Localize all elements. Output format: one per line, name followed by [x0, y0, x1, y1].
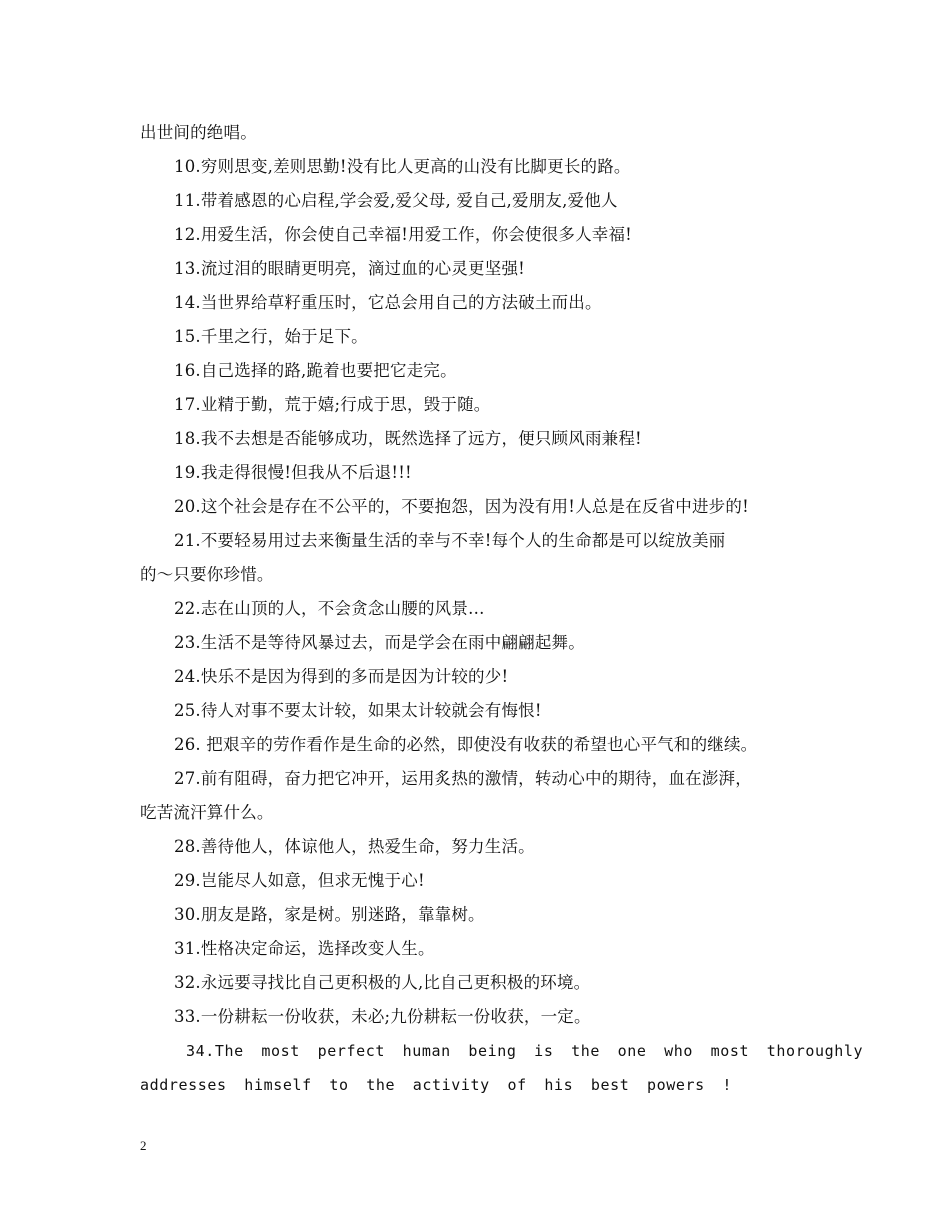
text-line: 26. 把艰辛的劳作看作是生命的必然，即使没有收获的希望也心平气和的继续。	[174, 735, 758, 754]
text-line: 30.朋友是路，家是树。别迷路，靠靠树。	[174, 905, 485, 924]
text-line: 的～只要你珍惜。	[140, 565, 274, 584]
text-line: 吃苦流汗算什么。	[140, 803, 274, 822]
text-line: 27.前有阻碍，奋力把它冲开，运用炙热的激情，转动心中的期待，血在澎湃，	[174, 769, 752, 788]
text-line: 33.一份耕耘一份收获，未必;九份耕耘一份收获，一定。	[174, 1007, 591, 1026]
text-line: 19.我走得很慢!但我从不后退!!!	[174, 463, 412, 482]
text-line: 29.岂能尽人如意，但求无愧于心!	[174, 871, 425, 890]
text-line: 14.当世界给草籽重压时，它总会用自己的方法破土而出。	[174, 293, 602, 312]
text-line: 15.千里之行，始于足下。	[174, 327, 368, 346]
text-line: 13.流过泪的眼睛更明亮，滴过血的心灵更坚强!	[174, 259, 525, 278]
text-line: 10.穷则思变,差则思勤!没有比人更高的山没有比脚更长的路。	[174, 157, 631, 176]
text-line: 11.带着感恩的心启程,学会爱,爱父母, 爱自己,爱朋友,爱他人	[174, 191, 618, 210]
text-line: 16.自己选择的路,跪着也要把它走完。	[174, 361, 457, 380]
text-line: 20.这个社会是存在不公平的，不要抱怨，因为没有用!人总是在反省中进步的!	[174, 497, 749, 516]
text-line: 18.我不去想是否能够成功，既然选择了远方，便只顾风雨兼程!	[174, 429, 642, 448]
text-line-english: addresses himself to the activity of his best powers !	[140, 1076, 733, 1094]
text-line: 28.善待他人，体谅他人，热爱生命，努力生活。	[174, 837, 535, 856]
text-line: 24.快乐不是因为得到的多而是因为计较的少!	[174, 667, 509, 686]
text-line: 31.性格决定命运，选择改变人生。	[174, 939, 435, 958]
text-line: 12.用爱生活，你会使自己幸福!用爱工作，你会使很多人幸福!	[174, 225, 633, 244]
text-line: 22.志在山顶的人，不会贪念山腰的风景…	[174, 599, 485, 618]
page-number: 2	[140, 1138, 147, 1153]
text-line: 21.不要轻易用过去来衡量生活的幸与不幸!每个人的生命都是可以绽放美丽	[174, 531, 726, 550]
document-body	[140, 116, 864, 1102]
text-line: 32.永远要寻找比自己更积极的人,比自己更积极的环境。	[174, 973, 591, 992]
text-line: 17.业精于勤，荒于嬉;行成于思，毁于随。	[174, 395, 491, 414]
text-line: 出世间的绝唱。	[140, 123, 257, 142]
text-line-english: 34.The most perfect human being is the one who most thoroughly	[186, 1042, 864, 1060]
text-line: 23.生活不是等待风暴过去，而是学会在雨中翩翩起舞。	[174, 633, 585, 652]
text-line: 25.待人对事不要太计较，如果太计较就会有悔恨!	[174, 701, 542, 720]
